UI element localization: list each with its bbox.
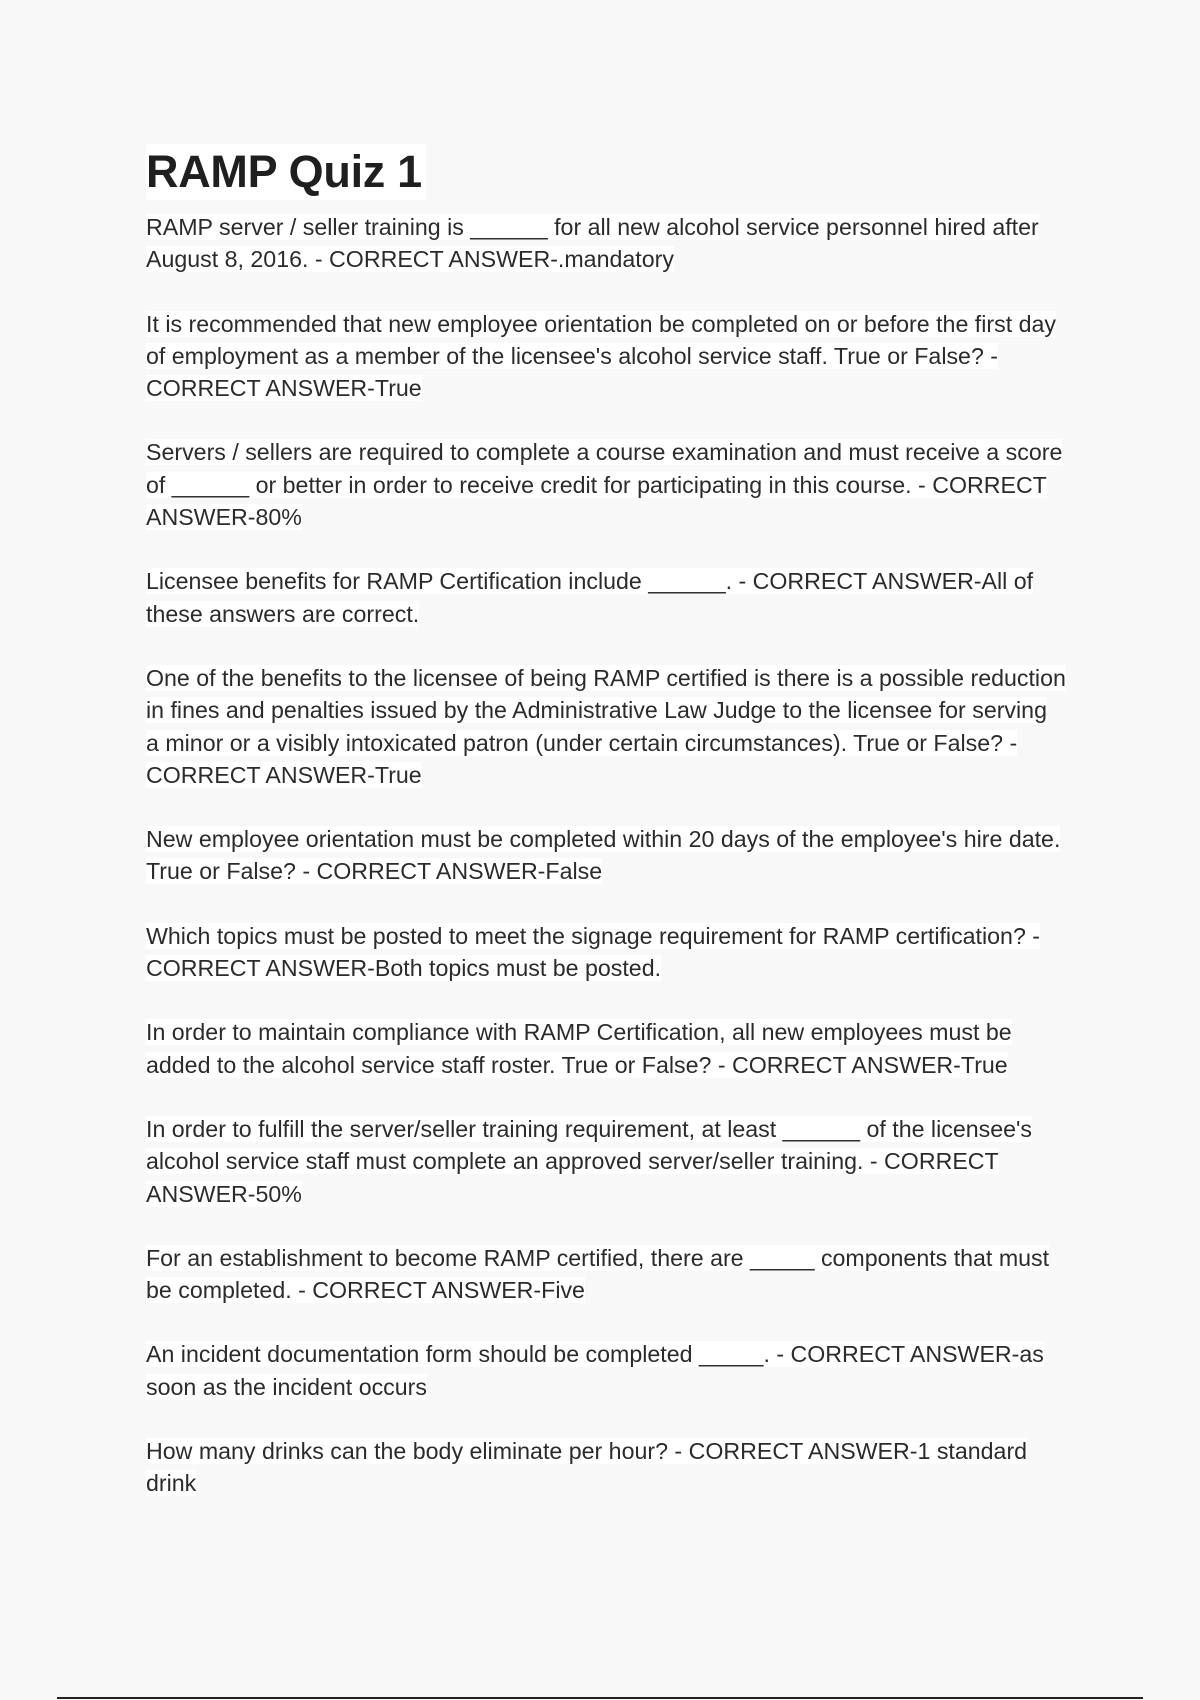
qa-text: Which topics must be posted to meet the signage requirement for RAMP certification? - CORRECT ANSWER-Both topics must be posted. bbox=[146, 922, 1040, 982]
qa-item bbox=[146, 1338, 1066, 1403]
qa-item bbox=[146, 1113, 1066, 1210]
qa-text: Licensee benefits for RAMP Certification include ______. - CORRECT ANSWER-All of these answers are correct. bbox=[146, 568, 1034, 627]
page-title: RAMP Quiz 1 bbox=[146, 144, 426, 200]
qa-item bbox=[146, 211, 1066, 276]
qa-text: How many drinks can the body eliminate per hour? - CORRECT ANSWER-1 standard drink bbox=[146, 1438, 1028, 1497]
qa-item bbox=[146, 436, 1066, 533]
qa-text: New employee orientation must be completed within 20 days of the employee's hire date. True or False? - CORRECT ANSWER-False bbox=[146, 826, 1061, 885]
qa-text: For an establishment to become RAMP certified, there are _____ components that must be completed. - CORRECT ANSWER-Five bbox=[146, 1244, 1050, 1304]
qa-text: RAMP server / seller training is ______ for all new alcohol service personnel hired after August 8, 2016. - CORRECT ANSWER-.mandatory bbox=[146, 214, 1039, 273]
qa-text: An incident documentation form should be completed _____. - CORRECT ANSWER-as soon as the incident occurs bbox=[146, 1341, 1044, 1400]
qa-item bbox=[146, 308, 1066, 405]
qa-item bbox=[146, 1242, 1066, 1307]
page-divider bbox=[57, 1697, 1143, 1699]
qa-item bbox=[146, 565, 1066, 630]
qa-item bbox=[146, 1435, 1066, 1500]
qa-item bbox=[146, 920, 1066, 985]
qa-text: Servers / sellers are required to complete a course examination and must receive a score of ______ or better in order to receive credit for participating in this course. - CORRECT ANSWER-80% bbox=[146, 439, 1063, 531]
qa-item bbox=[146, 823, 1066, 888]
qa-item bbox=[146, 662, 1066, 791]
qa-item bbox=[146, 1016, 1066, 1081]
qa-list bbox=[146, 211, 1066, 1532]
qa-text: In order to fulfill the server/seller training requirement, at least ______ of the licensee's alcohol service staff must complete an approved server/seller training. - CORRECT ANSWER-50% bbox=[146, 1115, 1033, 1207]
qa-text: It is recommended that new employee orientation be completed on or before the first day of employment as a member of the licensee's alcohol service staff. True or False? - CORRECT ANSWER-True bbox=[146, 310, 1056, 402]
qa-text: One of the benefits to the licensee of being RAMP certified is there is a possible reduction in fines and penalties issued by the Administrative Law Judge to the licensee for serving a minor or a visibly intoxicated patron (under certain circumstances). True or False? - CORRECT ANSWER-True bbox=[146, 664, 1066, 788]
qa-text: In order to maintain compliance with RAMP Certification, all new employees must be added to the alcohol service staff roster. True or False? - CORRECT ANSWER-True bbox=[146, 1019, 1012, 1078]
